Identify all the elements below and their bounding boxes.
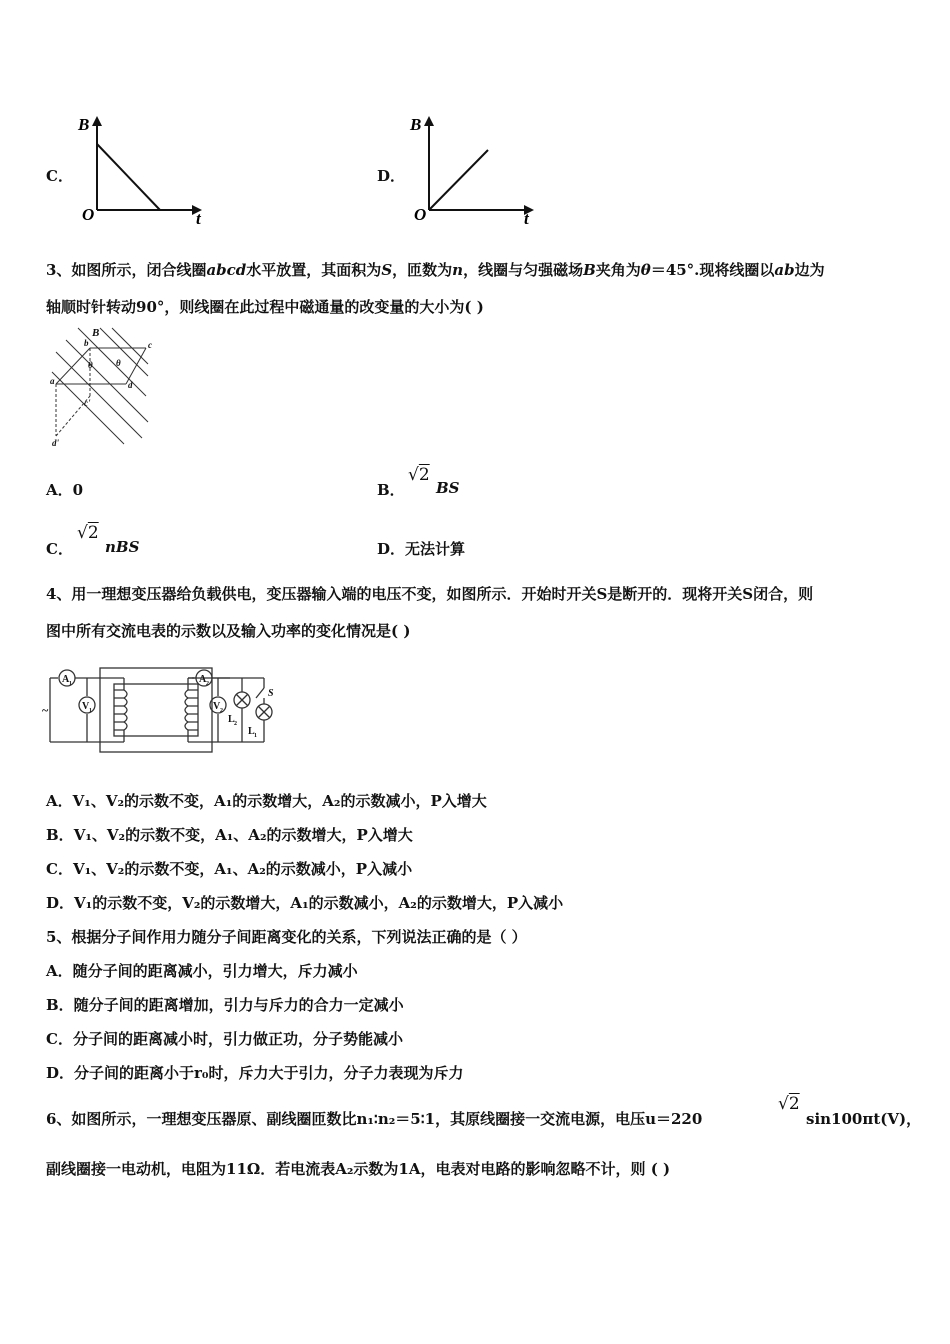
graph-c-y-label: B [78, 115, 90, 134]
q3-figure [48, 326, 158, 450]
svg-text:L: L [248, 726, 255, 737]
q5-option-b: B．随分子间的距离增加，引力与斥力的合力一定减小 [46, 996, 404, 1014]
svg-text:d: d [128, 380, 133, 390]
svg-text:θ: θ [116, 358, 121, 368]
q3-option-c-value: nBS [105, 538, 140, 556]
q4-option-d: D．V₁的示数不变，V₂的示数增大，A₁的示数减小，A₂的示数增大，P入减小 [46, 894, 564, 912]
q6-line1: 6、如图所示，一理想变压器原、副线圈匝数比n₁∶n₂＝5∶1，其原线圈接一交流电源，电压u＝220 [46, 1110, 703, 1128]
q3-option-b-sqrt: √2 [408, 465, 430, 485]
svg-text:A: A [62, 674, 70, 685]
q5-stem: 5、根据分子间作用力随分子间距离变化的关系，下列说法正确的是（ ） [46, 928, 527, 946]
svg-text:a: a [50, 376, 55, 386]
svg-text:θ: θ [88, 360, 93, 370]
q6-line2: 副线圈接一电动机，电阻为11Ω．若电流表A₂示数为1A，电表对电路的影响忽略不计，则 ( ) [46, 1160, 671, 1178]
q3-option-a: A．0 [46, 481, 84, 499]
svg-text:S: S [268, 688, 274, 699]
q3-stem: 3、如图所示，闭合线圈abcd水平放置，其面积为S，匝数为n，线圈与匀强磁场B夹角为θ＝45°.现将线圈以ab边为 轴顺时针转动90°，则线圈在此过程中磁通量的改变量的大小为( ) [46, 261, 825, 316]
q4-option-c: C．V₁、V₂的示数不变，A₁、A₂的示数减小，P入减小 [46, 860, 413, 878]
graph-c [70, 108, 210, 228]
q3-option-b-value: BS [436, 479, 460, 497]
q3-option-c: C． [46, 540, 73, 558]
svg-text:2: 2 [206, 681, 209, 687]
graph-d [402, 108, 542, 228]
q5-option-d: D．分子间的距离小于r₀时，斥力大于引力，分子力表现为斥力 [46, 1064, 464, 1082]
svg-text:~: ~ [42, 703, 49, 717]
q6-line1-end: sin100πt(V)， [806, 1110, 922, 1128]
graph-c-x-label: t [196, 209, 201, 228]
svg-text:c: c [148, 340, 152, 350]
graph-d-y-label: B [410, 115, 422, 134]
svg-text:1: 1 [254, 733, 257, 739]
svg-text:L: L [228, 714, 235, 725]
q4-circuit [42, 664, 278, 756]
q4-option-a: A．V₁、V₂的示数不变，A₁的示数增大，A₂的示数减小，P入增大 [46, 792, 487, 810]
graph-d-line [429, 150, 488, 210]
q3-option-c-sqrt: √2 [77, 523, 99, 543]
svg-text:1: 1 [69, 681, 72, 687]
graph-d-origin: O [414, 205, 427, 224]
svg-text:1: 1 [89, 708, 92, 714]
graph-d-x-label: t [524, 209, 529, 228]
q6-sqrt: √2 [778, 1094, 800, 1114]
svg-text:b: b [84, 338, 89, 348]
q4-option-b: B．V₁、V₂的示数不变，A₁、A₂的示数增大，P入增大 [46, 826, 413, 844]
q3-option-d: D．无法计算 [377, 540, 466, 558]
graph-c-origin: O [82, 205, 95, 224]
svg-text:V: V [82, 701, 90, 712]
svg-text:2: 2 [220, 708, 223, 714]
option-d-label: D． [377, 167, 406, 185]
graph-c-line [97, 144, 160, 210]
svg-text:2: 2 [234, 721, 237, 727]
q4-stem: 4、用一理想变压器给负载供电，变压器输入端的电压不变，如图所示．开始时开关S是断开的．现将开关S闭合，则 图中所有交流电表的示数以及输入功率的变化情况是( ) [46, 585, 814, 640]
q5-option-a: A．随分子间的距离减小，引力增大，斥力减小 [46, 962, 358, 980]
svg-text:A: A [199, 674, 207, 685]
svg-text:B: B [92, 327, 100, 339]
svg-text:c': c' [84, 398, 91, 408]
q3-option-b: B． [377, 481, 405, 499]
option-c-label: C． [46, 167, 73, 185]
q5-option-c: C．分子间的距离减小时，引力做正功，分子势能减小 [46, 1030, 403, 1048]
svg-text:V: V [213, 701, 221, 712]
svg-text:d': d' [52, 438, 60, 448]
